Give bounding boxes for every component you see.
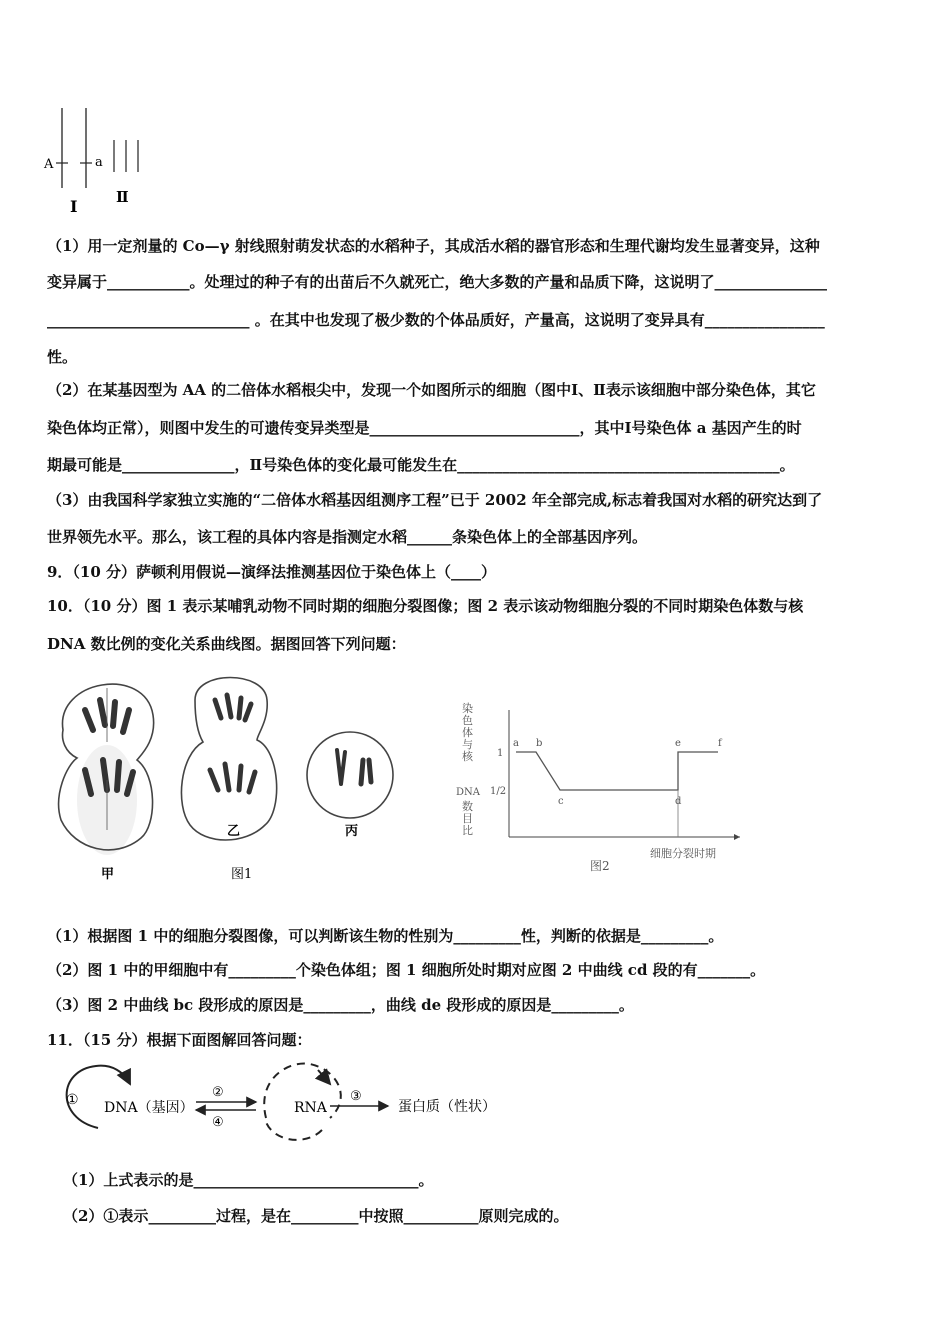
protein-label: 蛋白质（性状） [398,1099,496,1115]
figure-2-caption: 图2 [590,859,610,873]
cell-bing-drawing [307,732,393,839]
q9-text: 9．（10 分）萨顿利用假说—演绎法推测基因位于染色体上（____） [47,563,497,581]
figure-1-caption: 图1 [231,867,253,882]
ylabel-char: 与 [462,738,473,751]
label-II: Ⅱ [116,188,129,206]
q10-line1: 10．（10 分）图 1 表示某哺乳动物不同时期的细胞分裂图像；图 2 表示该动物细胞分裂的不同时期染色体数与核 [47,597,804,615]
chart-point-label: a [513,738,519,749]
rna-label: RNA [294,1100,327,1116]
q8-p2-line3: 期最可能是_______________，Ⅱ号染色体的变化最可能发生在___________________________________________。 [47,456,795,474]
q8-p3-line1: （3）由我国科学家独立实施的“二倍体水稻基因组测序工程”已于 2002 年全部完成,标志着我国对水稻的研究达到了 [47,491,823,509]
ylabel-char: 目 [462,812,473,825]
tick-1: 1 [497,748,504,759]
figure-2-chart [450,700,750,880]
cell-jia-label: 甲 [101,867,115,882]
dna-label: DNA（基因） [104,1100,194,1116]
cell-yi-label: 乙 [227,824,241,839]
ylabel-char: 体 [462,726,473,739]
chromosome-figure [40,100,160,220]
chart-point-label: c [558,796,564,807]
circle-4: ④ [212,1115,224,1130]
ylabel-char: 色 [462,714,473,727]
cell-bing-label: 丙 [345,824,359,839]
q8-p2-line2: 染色体均正常），则图中发生的可遗传变异类型是____________________________，其中Ⅰ号染色体 a 基因产生的时 [47,419,802,437]
chart-series-line [516,752,718,790]
q8-p3-line2: 世界领先水平。那么，该工程的具体内容是指测定水稻______条染色体上的全部基因序列。 [47,528,648,546]
circle-2: ② [212,1085,224,1100]
q10-p1: （1）根据图 1 中的细胞分裂图像，可以判断该生物的性别为_________性，判断的依据是_________。 [47,927,724,945]
tick-half: 1/2 [490,786,507,797]
q10-line2: DNA 数比例的变化关系曲线图。据图回答下列问题： [47,635,406,653]
q8-p1-line3: ___________________________ 。在其中也发现了极少数的个体品质好，产量高，这说明了变异具有________________ [47,311,825,329]
label-I: Ⅰ [70,197,78,216]
chart-point-label: e [675,738,681,749]
chart-point-label: f [718,738,722,749]
cell-yi-drawing [181,678,276,841]
q10-p2: （2）图 1 中的甲细胞中有_________个染色体组；图 1 细胞所处时期对应图 2 中曲线 cd 段的有_______。 [47,961,766,979]
ylabel-char: 核 [462,750,473,763]
central-dogma-diagram [60,1058,540,1148]
q8-p2-line1: （2）在某基因型为 AA 的二倍体水稻根尖中，发现一个如图所示的细胞（图中Ⅰ、Ⅱ表示该细胞中部分染色体，其它 [47,381,816,399]
q11-p2: （2）①表示_________过程，是在_________中按照__________原则完成的。 [63,1207,569,1225]
label-A: A [44,157,54,172]
chart-point-label: b [536,738,543,749]
q8-p1-line2: 变异属于___________。处理过的种子有的出苗后不久就死亡，绝大多数的产量和品质下降，这说明了_______________ [47,273,828,291]
q11-title: 11．（15 分）根据下面图解回答问题： [47,1031,312,1049]
chart-point-label: d [675,796,682,807]
cell-jia-drawing [59,684,154,882]
q8-p1-line1: （1）用一定剂量的 Co—γ 射线照射萌发状态的水稻种子，其成活水稻的器官形态和生理代谢均发生显著变异，这种 [47,237,820,255]
chart-y-label [456,701,481,837]
ylabel-char: 染 [462,702,473,715]
ylabel-char: 比 [462,824,473,837]
chart-x-label: 细胞分裂时期 [650,847,716,860]
label-a: a [95,155,103,170]
figure-1-cells [45,660,425,890]
ylabel-char: 数 [462,800,473,813]
circle-1: ① [66,1092,79,1108]
q11-p1: （1）上式表示的是______________________________。 [63,1171,434,1189]
q10-p3: （3）图 2 中曲线 bc 段形成的原因是_________，曲线 de 段形成的原因是_________。 [47,996,634,1014]
ylabel-dna: DNA [456,787,480,798]
q8-p1-line4: 性。 [47,348,78,366]
circle-3: ③ [350,1089,362,1104]
